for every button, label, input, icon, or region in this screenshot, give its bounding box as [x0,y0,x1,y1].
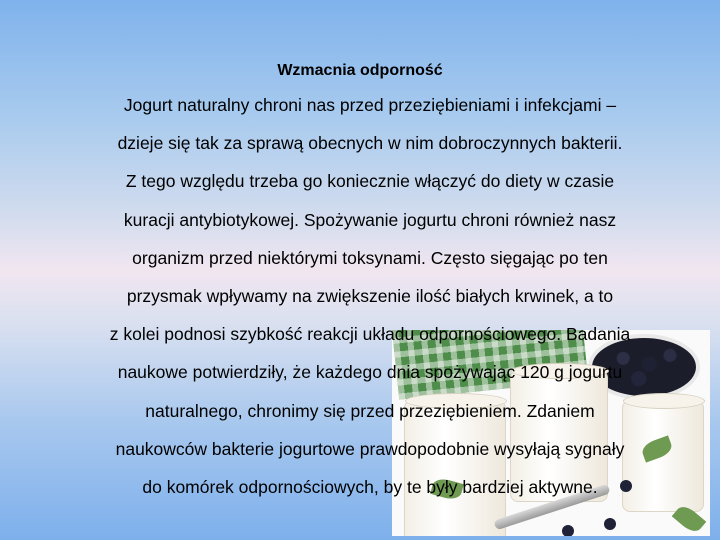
body-line: dzieje się tak za sprawą obecnych w nim dobroczynnych bakterii. [117,133,623,154]
body-line: Jogurt naturalny chroni nas przed przeziębieniami i infekcjami – [123,95,617,115]
body-line: z kolei podnosi szybkość reakcji układu odpornościowego. Badania [109,324,631,345]
body-line: naturalnego, chronimy się przed przeziębieniem. Zdaniem [145,400,595,421]
blueberry [562,525,574,536]
body-line: przysmak wpływamy na zwiększenie ilość białych krwinek, a to [126,286,614,307]
slide-body-text [60,86,680,506]
body-line: do komórek odpornościowych, by te były bardziej aktywne. [142,477,598,498]
body-line: naukowe potwierdziły, że każdego dnia spożywając 120 g jogurtu [117,362,623,383]
blueberry [604,518,616,530]
slide-title: Wzmacnia odporność [277,62,443,79]
body-line: Z tego względu trzeba go koniecznie włączyć do diety w czasie [125,171,615,192]
body-line: organizm przed niektórymi toksynami. Często sięgając po ten [132,247,608,268]
body-line: naukowców bakterie jogurtowe prawdopodobnie wysyłają sygnały [115,438,625,459]
body-line: kuracji antybiotykowej. Spożywanie jogurtu chroni również nasz [123,209,617,230]
